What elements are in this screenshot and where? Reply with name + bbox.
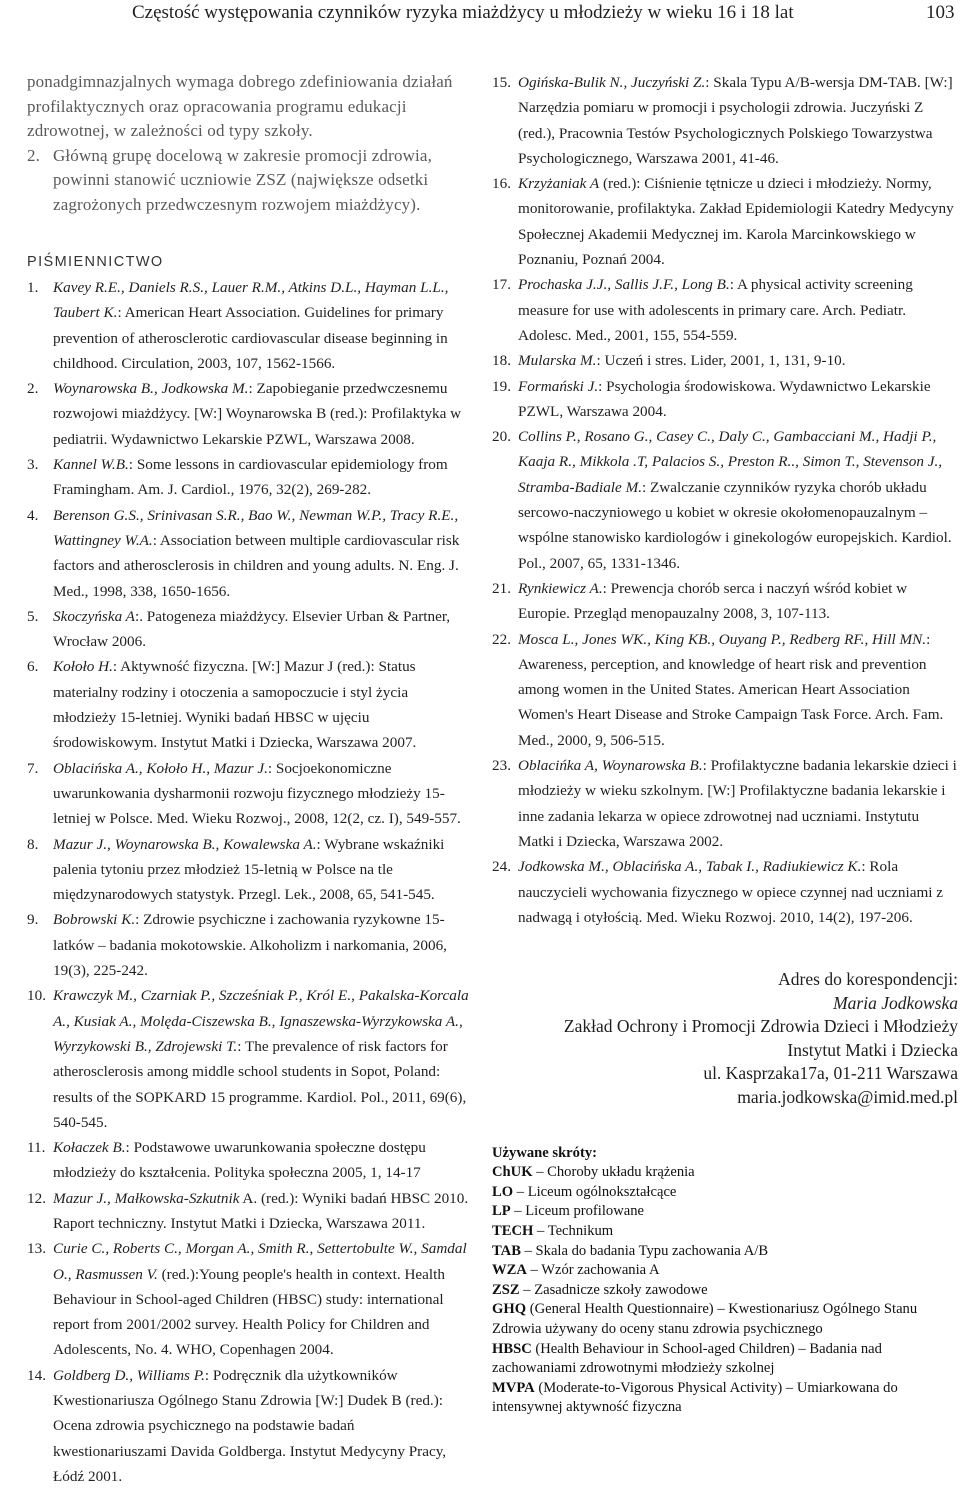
reference-number: 12.: [27, 1189, 46, 1207]
reference-authors: Krzyżaniak A: [518, 175, 600, 193]
reference-authors: Krawczyk M., Czarniak P., Szcześniak P., Król E., Pakalska-Korcala A., Kusiak A., Molęda-Ciszewska B., Ignaszewska-Wyrzykowska A., Wyrzykowski B., Zdrojewski T.: [53, 987, 469, 1055]
reference-details: : American Heart Association. Guidelines for primary prevention of atherosclerotic cardiovascular disease beginning in childhood. Circulation, 2003, 107, 1562-1566.: [53, 304, 448, 372]
abbreviation-description: – Choroby układu krążenia: [532, 1164, 695, 1181]
reference-item: [27, 654, 469, 755]
correspondence-address: [492, 968, 958, 1110]
bibliography-heading: PIŚMIENNICTWO: [27, 254, 164, 270]
reference-item: [492, 627, 958, 753]
reference-authors: Mosca L., Jones WK., King KB., Ouyang P., Redberg RF., Hill MN.: [518, 630, 927, 648]
reference-details: : Association between multiple cardiovascular risk factors and atherosclerosis in children and young adults. N. Eng. J. Med., 1998, 338, 1650-1656.: [53, 531, 460, 600]
reference-number: 17.: [492, 276, 511, 294]
reference-item: [27, 983, 469, 1135]
abbreviation-term: TAB: [492, 1242, 521, 1259]
abbreviation-description: (General Health Questionnaire) – Kwestionariusz Ogólnego Stanu Zdrowia używany do oceny stanu zdrowia psychicznego: [492, 1301, 918, 1337]
email-address: maria.jodkowska@imid.med.pl: [737, 1087, 958, 1108]
reference-number: 21.: [492, 579, 511, 597]
reference-number: 5.: [27, 607, 39, 625]
abbreviation-term: TECH: [492, 1223, 534, 1240]
reference-text: [53, 1135, 469, 1186]
reference-text: [53, 604, 469, 655]
reference-number: 9.: [27, 911, 39, 929]
abbreviations-box: [492, 1144, 960, 1418]
reference-item: [27, 604, 469, 655]
reference-text: [53, 376, 469, 452]
reference-number: 19.: [492, 377, 511, 395]
abbreviation-item: [492, 1242, 960, 1262]
reference-details: (red.): Ciśnienie tętnicze u dzieci i młodzieży. Normy, monitorowanie, profilaktyka. Zakład Epidemiologii Katedry Medycyny Społecznej Akademii Medycznej im. Karola Marcinkowskiego w Poznaniu, Poznań 2004.: [518, 175, 954, 269]
reference-details: A. (red.): Wyniki badań HBSC 2010. Raport techniczny. Instytut Matki i Dziecka, Warszawa 2011.: [53, 1189, 469, 1232]
conclusion-point-number: 2.: [27, 145, 41, 165]
abbreviation-term: WZA: [492, 1262, 527, 1279]
reference-number: 22.: [492, 630, 511, 648]
abbreviation-item: [492, 1300, 960, 1339]
reference-details: : Rola nauczycieli wychowania fizycznego w opiece czynnej nad uczniami z nadwagą i otyłością. Med. Wieku Rozwoj. 2010, 14(2), 197-206.: [518, 858, 944, 926]
abbreviation-term: ZSZ: [492, 1281, 520, 1298]
reference-text: [53, 1186, 469, 1237]
reference-item: [27, 1186, 469, 1237]
abbreviation-description: – Liceum profilowane: [510, 1203, 644, 1220]
reference-authors: Berenson G.S., Srinivasan S.R., Bao W., Newman W.P., Tracy R.E., Wattingney W.A.: [53, 506, 459, 549]
abbreviation-item: [492, 1340, 960, 1379]
left-column: [27, 70, 469, 1489]
reference-details: : Podręcznik dla użytkowników Kwestionariusza Ogólnego Stanu Zdrowia [W:] Dudek B (red.): Ocena zdrowia psychicznego na podstawie badań kwestionariuszami Davida Goldberga. Instytut Medycyny Pracy, Łódź 2001.: [53, 1366, 447, 1485]
abbreviation-item: [492, 1222, 960, 1242]
conclusion-point-text: Główną grupę docelową w zakresie promocji zdrowia, powinni stanowić uczniowie ZSZ (największe odsetki zagrożonych przedwczesnym rozwojem miażdżycy).: [53, 145, 433, 214]
abbreviation-item: [492, 1261, 960, 1281]
reference-item: [492, 272, 958, 348]
reference-list-left: [27, 275, 469, 1489]
reference-item: [492, 374, 958, 425]
reference-text: [518, 753, 958, 854]
abbreviation-term: GHQ: [492, 1301, 527, 1318]
reference-item: [27, 756, 469, 832]
running-title: Częstość występowania czynników ryzyka miażdżycy u młodzieży w wieku 16 i 18 lat: [132, 2, 794, 23]
institution-line-2: Instytut Matki i Dziecka: [787, 1039, 958, 1060]
reference-number: 8.: [27, 835, 39, 853]
reference-authors: Kołoło H.: [53, 658, 113, 676]
reference-authors: Kavey R.E., Daniels R.S., Lauer R.M., Atkins D.L., Hayman L.L., Taubert K.: [53, 279, 449, 322]
reference-details: : The prevalence of risk factors for atherosclerosis among middle school students in Sopot, Poland: results of the SOPKARD 15 programme. Kardiol. Pol., 2011, 69(6), 540-545.: [53, 1037, 467, 1131]
reference-number: 1.: [27, 279, 39, 296]
reference-text: [53, 1236, 469, 1362]
reference-text: [518, 348, 958, 373]
reference-item: [492, 70, 958, 171]
reference-text: [53, 1363, 469, 1489]
reference-text: [518, 171, 958, 272]
reference-number: 13.: [27, 1240, 46, 1258]
address-label: Adres do korespondencji:: [778, 969, 958, 990]
reference-number: 10.: [27, 987, 46, 1005]
abbreviation-term: LP: [492, 1203, 511, 1220]
reference-item: [492, 424, 958, 576]
abbreviation-description: – Wzór zachowania A: [526, 1262, 660, 1279]
reference-authors: Oblacińka A, Woynarowska B.: [518, 757, 703, 775]
reference-number: 16.: [492, 175, 511, 193]
reference-number: 20.: [492, 428, 511, 446]
reference-details: : Skala Typu A/B-wersja DM-TAB. [W:] Narzędzia pomiaru w promocji i psychologii zdrowia. Juczyński Z (red.), Pracownia Testów Psychologicznych Polskiego Towarzystwa Psychologicznego, Warszawa 2001, 41-46.: [518, 74, 953, 167]
reference-item: [27, 832, 469, 908]
reference-authors: Kannel W.B.: [53, 456, 129, 474]
reference-details: : Podstawowe uwarunkowania społeczne dostępu młodzieży do kształcenia. Polityka społeczna 2005, 1, 14-17: [53, 1139, 426, 1182]
reference-number: 11.: [27, 1139, 46, 1157]
conclusion-continuation-text: ponadgimnazjalnych wymaga dobrego zdefiniowania działań profilaktycznych oraz opracowania programu edukacji zdrowotnej, w zależności od typy szkoły.: [27, 72, 453, 140]
reference-item: [27, 503, 469, 604]
abbreviation-description: – Technikum: [533, 1223, 614, 1240]
author-name: Maria Jodkowska: [833, 992, 958, 1013]
reference-authors: Curie C., Roberts C., Morgan A., Smith R., Settertobulte W., Samdal O., Rasmussen V.: [53, 1240, 467, 1283]
reference-text: [53, 983, 469, 1135]
reference-authors: Mazur J., Woynarowska B., Kowalewska A.: [53, 835, 317, 853]
reference-item: [492, 854, 958, 930]
abbreviation-item: [492, 1163, 960, 1183]
abbreviation-item: [492, 1281, 960, 1301]
reference-item: [27, 907, 469, 983]
reference-details: :. Patogeneza miażdżycy. Elsevier Urban & Partner, Wrocław 2006.: [53, 607, 451, 651]
institution-line-1: Zakład Ochrony i Promocji Zdrowia Dzieci i Młodzieży: [563, 1016, 958, 1037]
reference-item: [27, 1135, 469, 1186]
abbreviation-description: (Moderate-to-Vigorous Physical Activity) – Umiarkowana do intensywnej aktywność fizyczna: [492, 1379, 898, 1416]
reference-authors: Formański J.: [518, 377, 599, 395]
reference-details: : Awareness, perception, and knowledge of heart risk and prevention among women in the United States. American Heart Association Women's Heart Disease and Stroke Campaign Task Force. Arch. Fam. Med., 2000, 9, 506-515.: [518, 630, 944, 749]
abbreviation-description: – Zasadnicze szkoły zawodowe: [519, 1281, 708, 1298]
reference-authors: Oblacińska A., Kołoło H., Mazur J.: [53, 759, 268, 777]
reference-number: 6.: [27, 658, 39, 676]
reference-text: [518, 627, 958, 753]
abbreviation-term: HBSC: [492, 1340, 532, 1357]
reference-details: : Zapobieganie przedwczesnemu rozwojowi miażdżycy. [W:] Woynarowska B (red.): Profilaktyka w pediatrii. Wydawnictwo Lekarskie PZWL, Warszawa 2008.: [53, 380, 462, 448]
reference-authors: Goldberg D., Williams P.: [53, 1366, 205, 1384]
reference-details: : A physical activity screening measure for use with adolescents in primary care. Arch. Pediatr. Adolesc. Med., 2001, 155, 554-559.: [518, 276, 913, 344]
reference-item: [492, 576, 958, 627]
abbreviation-item: [492, 1183, 960, 1203]
reference-list-right: [492, 70, 958, 930]
reference-authors: Kołaczek B.: [53, 1139, 126, 1157]
page-number: 103: [926, 2, 955, 23]
reference-authors: Collins P., Rosano G., Casey C., Daly C., Gambacciani M., Hadji P., Kaaja R., Mikkola .T, Palacios S., Preston R.., Simon T., Stevenson J., Stramba-Badiale M.: [518, 428, 943, 496]
reference-authors: Mularska M.: [518, 352, 597, 370]
abbreviations-heading: Używane skróty:: [492, 1144, 597, 1161]
reference-details: : Aktywność fizyczna. [W:] Mazur J (red.): Status materialny rodziny i otoczenia a samopoczucie i styl życia młodzieży 15-letniej. Wyniki badań HBSC w ujęciu środowiskowym. Instytut Matki i Dziecka, Warszawa 2007.: [53, 658, 417, 752]
abbreviation-term: ChUK: [492, 1164, 533, 1181]
reference-text: [53, 275, 469, 376]
reference-details: : Profilaktyczne badania lekarskie dzieci i młodzieży w wieku szkolnym. [W:] Profilaktyczne badania lekarskie i inne zadania lekarza w opiece zdrowotnej nad uczniami. Instytutu Matki i Dziecka, Warszawa 2002.: [518, 757, 957, 850]
reference-text: [518, 374, 958, 425]
reference-item: [492, 171, 958, 272]
abbreviation-item: [492, 1379, 960, 1418]
reference-number: 2.: [27, 380, 39, 398]
reference-number: 23.: [492, 757, 511, 775]
reference-details: (red.):Young people's health in context. Health Behaviour in School-aged Children (HBSC) study: international report from 2001/2002 survey. Health Policy for Children and Adolescents, No. 4. WHO, Copenhagen 2004.: [53, 1265, 445, 1359]
reference-authors: Bobrowski K.: [53, 911, 136, 929]
reference-authors: Woynarowska B., Jodkowska M.: [53, 380, 249, 398]
right-column: [492, 70, 958, 1418]
street-address: ul. Kasprzaka17a, 01-211 Warszawa: [703, 1063, 958, 1084]
reference-item: [27, 275, 469, 376]
reference-number: 24.: [492, 858, 511, 876]
reference-number: 15.: [492, 74, 511, 91]
reference-details: : Zwalczanie czynników ryzyka chorób układu sercowo-naczyniowego u kobiet w okresie okołomenopauzalnym – wspólne stanowisko kardiologów i ginekologów europejskich. Kardiol. Pol., 2007, 65, 1331-1346.: [518, 478, 952, 572]
reference-number: 14.: [27, 1366, 46, 1384]
reference-item: [27, 376, 469, 452]
abbreviation-description: (Health Behaviour in School-aged Children) – Badania nad zachowaniami zdrowotnymi młodzieży szkolnej: [492, 1340, 882, 1377]
reference-details: : Prewencja chorób serca i naczyń wśród kobiet w Europie. Przegląd menopauzalny 2008, 3, 107-113.: [518, 579, 908, 623]
abbreviation-term: MVPA: [492, 1379, 535, 1396]
reference-item: [27, 1236, 469, 1362]
reference-authors: Skoczyńska A: [53, 607, 135, 625]
abbreviation-item: [492, 1202, 960, 1222]
page-header: [0, 2, 960, 28]
reference-text: [53, 503, 469, 604]
conclusions-continuation: [27, 70, 469, 217]
reference-item: [27, 1363, 469, 1489]
reference-text: [518, 854, 958, 930]
reference-details: : Socjoekonomiczne uwarunkowania dysharmonii rozwoju fizycznego młodzieży 15-letniej w Polsce. Med. Wieku Rozwoj., 2008, 12(2, cz. I), 549-557.: [53, 759, 461, 828]
reference-text: [53, 907, 469, 983]
reference-details: : Uczeń i stres. Lider, 2001, 1, 131, 9-10.: [596, 352, 846, 370]
reference-text: [53, 654, 469, 755]
reference-authors: Mazur J., Małkowska-Szkutnik: [53, 1189, 240, 1207]
conclusion-point-2: [27, 144, 469, 218]
reference-details: : Some lessons in cardiovascular epidemiology from Framingham. Am. J. Cardiol., 1976, 32(2), 269-282.: [53, 456, 448, 499]
reference-text: [53, 756, 469, 832]
reference-text: [53, 832, 469, 908]
reference-number: 3.: [27, 456, 39, 474]
reference-authors: Ogińska-Bulik N., Juczyński Z.: [518, 74, 706, 91]
reference-number: 7.: [27, 759, 39, 777]
reference-authors: Jodkowska M., Oblacińska A., Tabak I., Radiukiewicz K.: [518, 858, 862, 876]
reference-details: : Zdrowie psychiczne i zachowania ryzykowne 15-latków – badania mokotowskie. Alkoholizm i narkomania, 2006, 19(3), 225-242.: [53, 911, 447, 980]
reference-item: [27, 452, 469, 503]
reference-text: [518, 70, 958, 171]
abbreviation-description: – Skala do badania Typu zachowania A/B: [520, 1242, 769, 1259]
reference-details: : Wybrane wskaźniki palenia tytoniu przez młodzież 15-letnią w Polsce na tle międzynarodowych statystyk. Przegl. Lek., 2008, 65, 541-545.: [53, 835, 445, 904]
abbreviations-list: [492, 1163, 960, 1418]
reference-authors: Rynkiewicz A.: [518, 579, 603, 597]
reference-number: 18.: [492, 352, 511, 370]
reference-text: [518, 424, 958, 576]
abbreviation-term: LO: [492, 1183, 514, 1200]
reference-number: 4.: [27, 506, 39, 524]
reference-text: [518, 576, 958, 627]
abbreviation-description: – Liceum ogólnokształcące: [513, 1183, 677, 1200]
reference-authors: Prochaska J.J., Sallis J.F., Long B.: [518, 276, 730, 294]
reference-text: [53, 452, 469, 503]
reference-text: [518, 272, 958, 348]
reference-item: [492, 753, 958, 854]
reference-details: : Psychologia środowiskowa. Wydawnictwo Lekarskie PZWL, Warszawa 2004.: [518, 377, 931, 420]
reference-item: [492, 348, 958, 373]
